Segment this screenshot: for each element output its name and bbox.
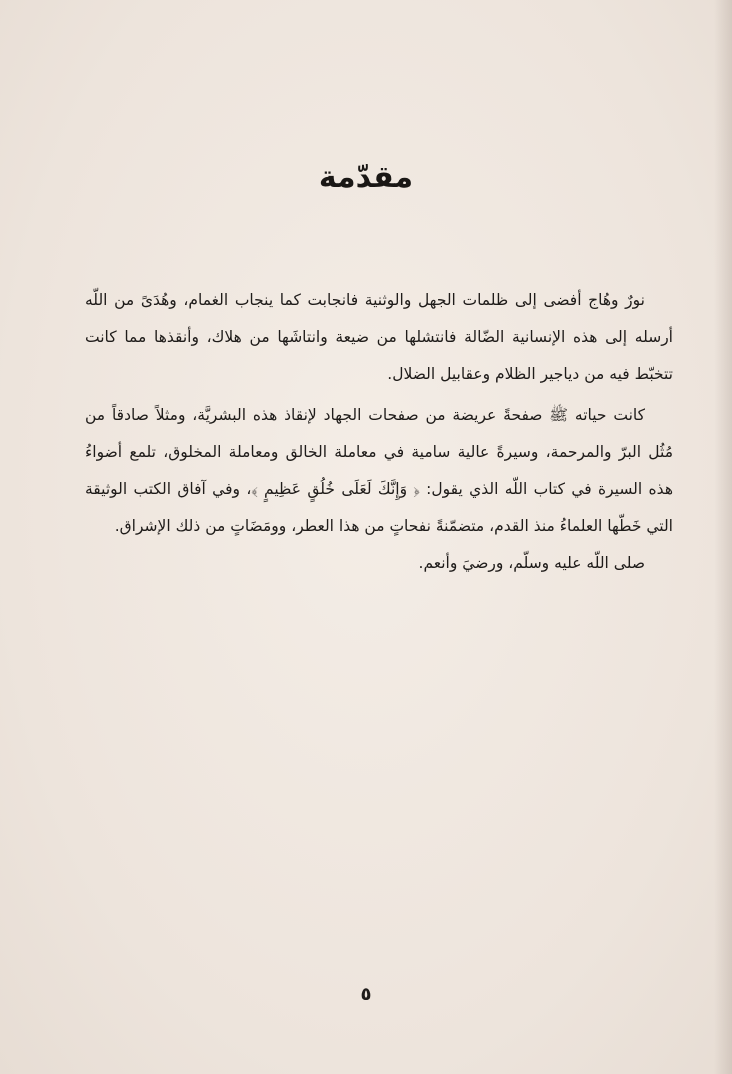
paragraph-2: كانت حياته ﷺ صفحةً عريضة من صفحات الجهاد لإنقاذ هذه البشريَّة، ومثلاً صادقاً من مُثُل البرّ والمرحمة، وسيرةً عالية سامية في معاملة الخالق ومعاملة المخلوق، تلمع أضواءُ هذه السيرة في كتاب اللّه الذي يقول: ﴿ وَإِنَّكَ لَعَلَى خُلُقٍ عَظِيمٍ ﴾، وفي آفاق الكتب الوثيقة التي خَطّها العلماءُ منذ القدم، متضمّنةً نفحاتٍ من هذا العطر، وومَضَاتٍ من ذلك الإشراق.	[85, 406, 673, 535]
paragraph-3: صلى اللّه عليه وسلّم، ورضيَ وأنعم.	[418, 554, 645, 572]
paragraph-1: نورٌ وهُاج أفضى إلى ظلمات الجهل والوثنية فانجابت كما ينجاب الغمام، وهُدَىً من اللّه أرسله إلى هذه الإنسانية الضّالة فانتشلها من ضيعة وانتاشَها من هلاك، وأنقذها مما كانت تتخبّط فيه من دياجير الظلام وعقابيل الضلال.	[85, 291, 673, 383]
body-text	[85, 282, 673, 582]
page-number: ٥	[360, 984, 372, 1005]
page-title: مقدّمة	[318, 160, 414, 195]
show-through-text	[90, 600, 680, 636]
